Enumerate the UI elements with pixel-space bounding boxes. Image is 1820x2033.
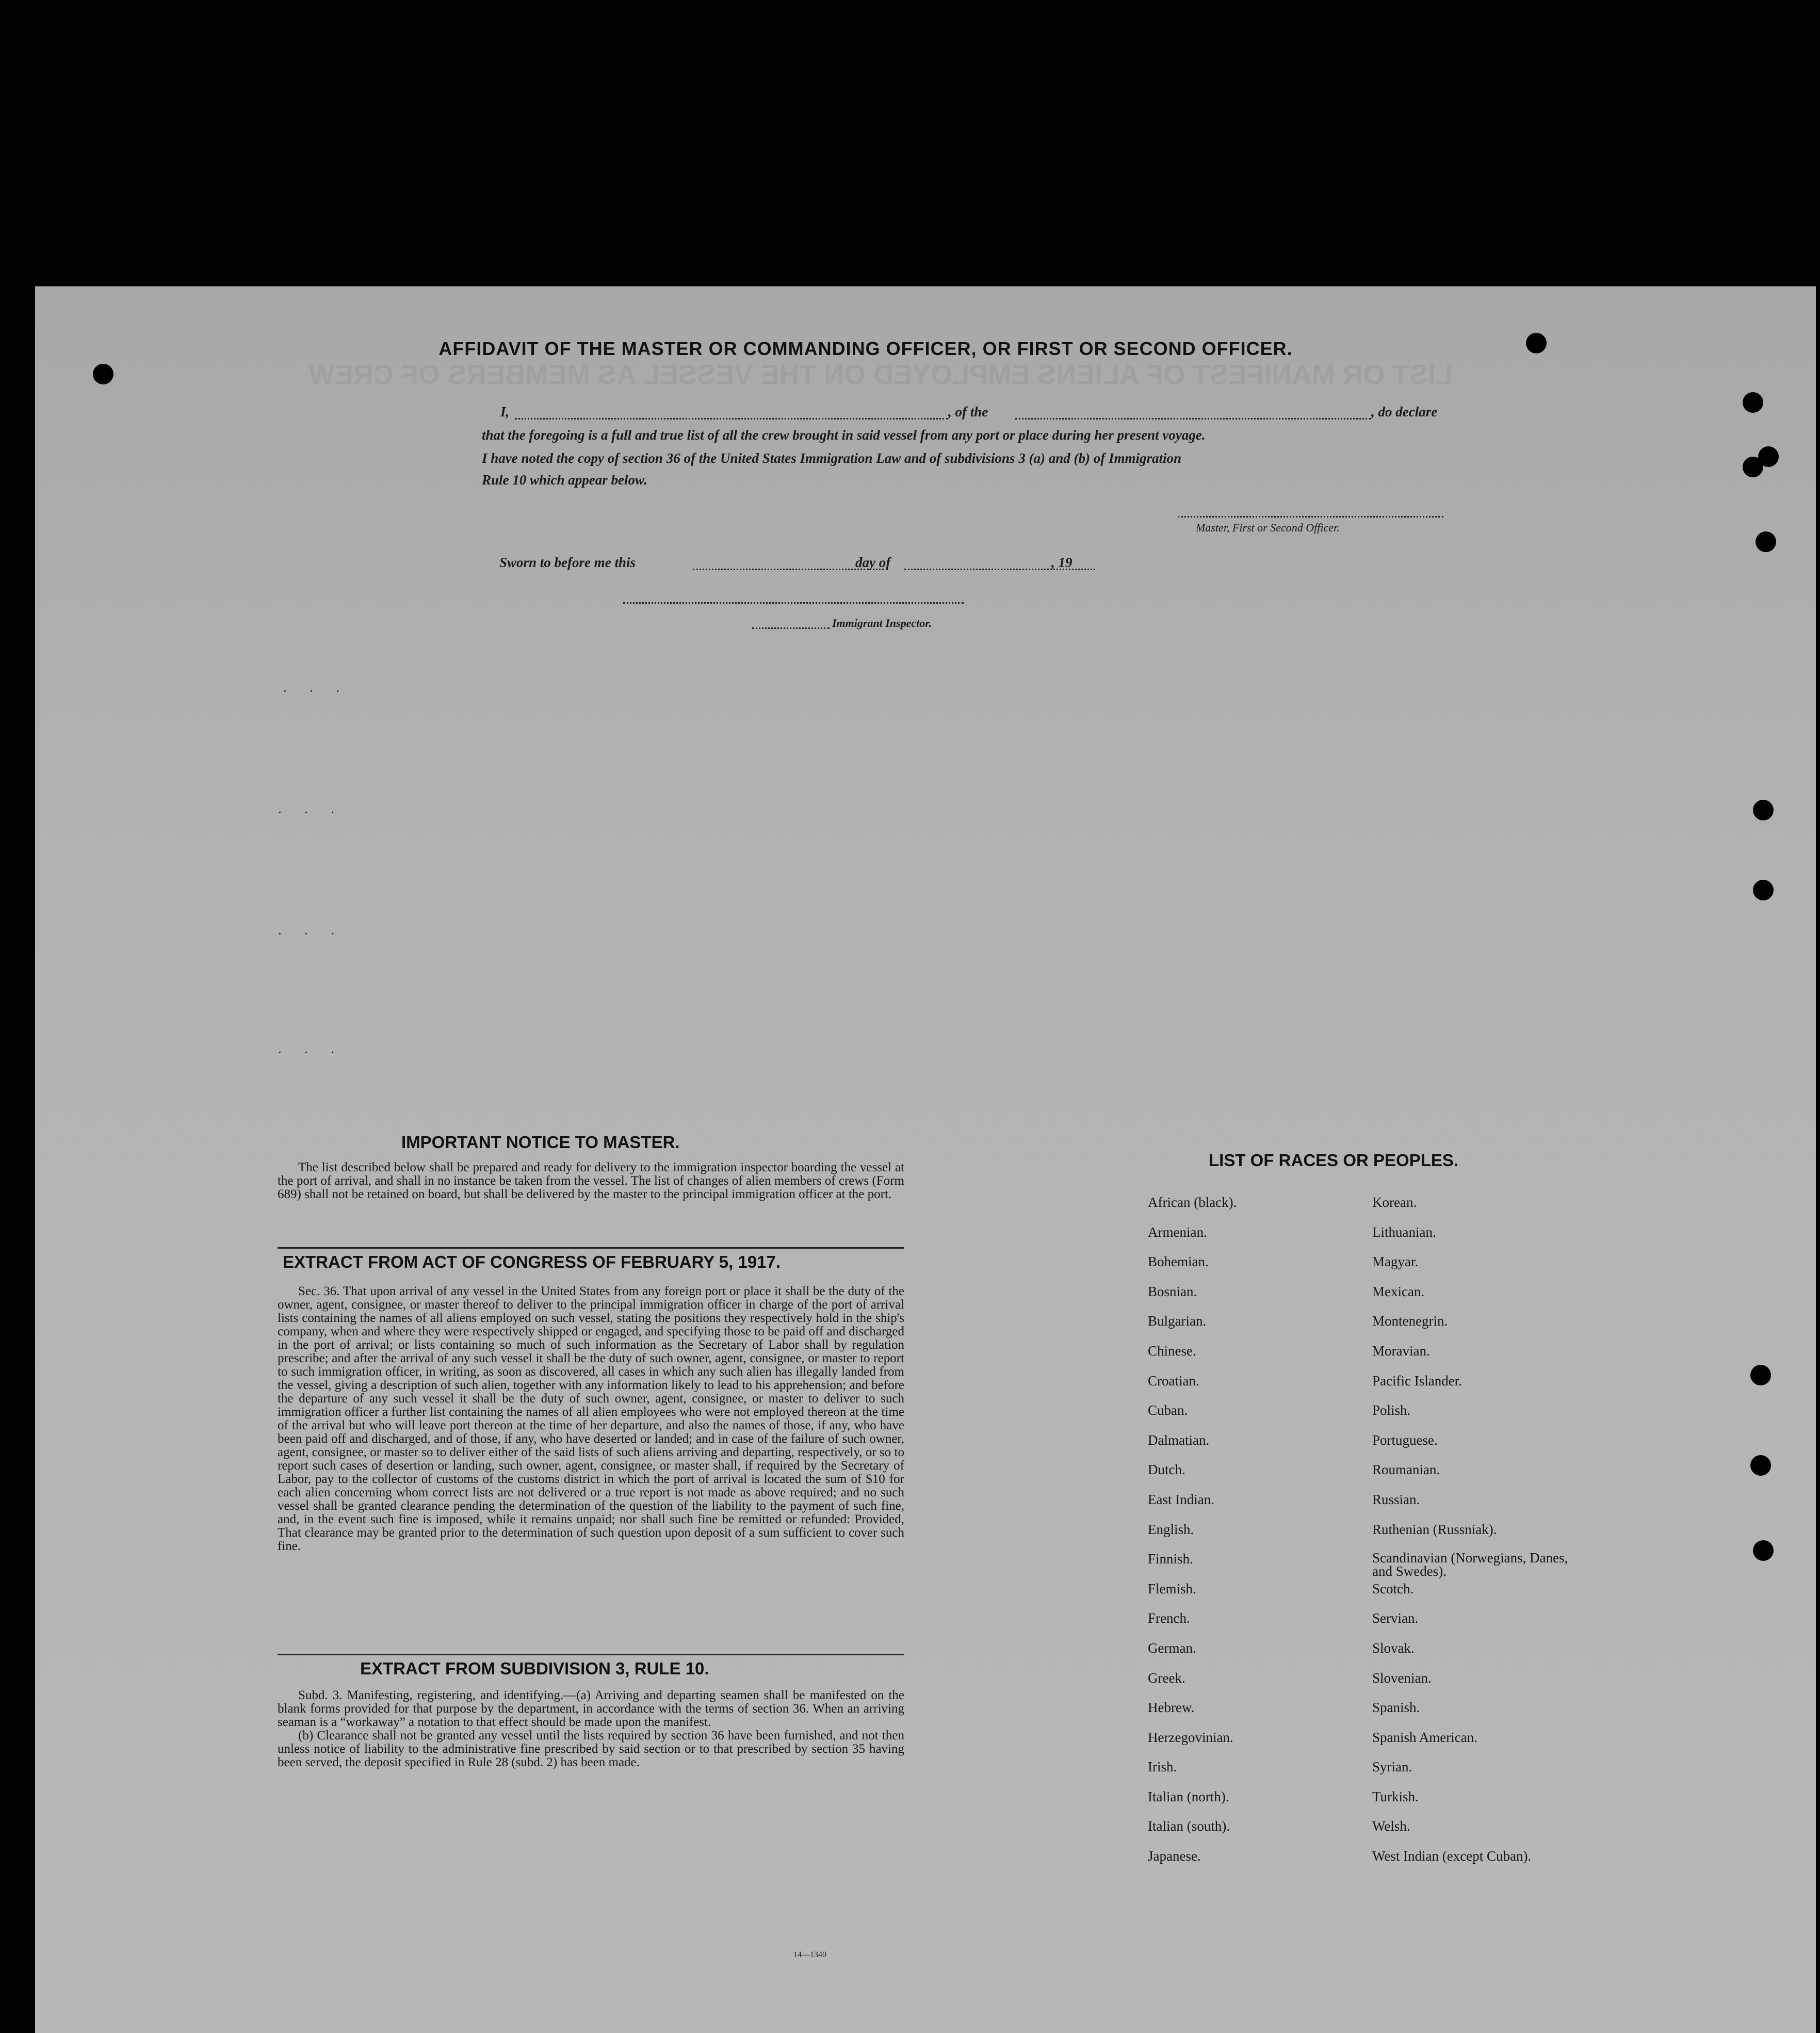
act-paragraph: Sec. 36. That upon arrival of any vessel in the United States from any foreign port or place it shall be the duty of the owner, agent, consignee, or master thereof to deliver to the principal immigration officer in charge of the port of arrival lists containing the names of all aliens employed on such vessel, stating the positions they respectively hold in the ship's company, when and where they were respectively shipped or engaged, and specifying those to be paid off and discharged in the port of arrival; or lists containing so much of such information as the Secretary of Labor shall by regulation prescribe; and after the arrival of any such vessel it shall be the duty of such owner, agent, consignee, or master to report to such immigration officer, in writing, as soon as discovered, all cases in which any such alien has illegally landed from the vessel, giving a description of such alien, together with any information likely to lead to his apprehension; and before the departure of any such vessel it shall be the duty of such owner, agent, consignee, or master to deliver to such immigration officer a further list containing the names of all alien employees who were not employed thereon at the time of the arrival but who will leave port thereon at the time of her departure, and also the names of those, if any, who have been paid off and discharged, and of those, if any, who have deserted or landed; and in case of the failure of such owner, agent, consignee, or master so to deliver either of the said lists of such aliens arriving and departing, respectively, or so to report such cases of desertion or landing, such owner, agent, consignee, or master shall, if required by the Secretary of Labor, pay to the collector of customs of the customs district in which the port of arrival is located the sum of $10 for each alien concerning whom correct lists are not delivered or a true report is not made as above required; and no such vessel shall be granted clearance pending the determination of the question of the liability to the payment of such fine, and, in the event such fine is imposed, while it remains unpaid; nor shall such fine be remitted or refunded: Provided, That clearance may be granted prior to the determination of such question upon deposit of a sum sufficient to cover such fine.	[278, 1284, 904, 1553]
race-item: Greek.	[1148, 1670, 1185, 1686]
race-item: Spanish American.	[1372, 1729, 1477, 1745]
race-item: French.	[1148, 1610, 1190, 1626]
race-item: Bulgarian.	[1148, 1313, 1207, 1329]
race-item: Syrian.	[1372, 1759, 1412, 1775]
race-item: Scandinavian (Norwegians, Danes, and Swedes).	[1372, 1550, 1568, 1579]
punch-hole	[1743, 392, 1763, 413]
bleed-dots: · · ·	[283, 684, 349, 699]
race-item: Dutch.	[1148, 1462, 1185, 1478]
race-item: Hebrew.	[1148, 1700, 1195, 1716]
race-item: Italian (north).	[1148, 1788, 1229, 1804]
race-item: Croatian.	[1148, 1373, 1199, 1389]
notice-rule	[278, 1247, 904, 1249]
races-right-column	[1372, 1195, 1589, 1878]
rule10-paragraph-b: (b) Clearance shall not be granted any vessel until the lists required by section 36 have been furnished, and not then unless notice of liability to the administrative fine prescribed by said section or to that prescribed by section 35 having been served, the deposit specified in Rule 28 (subd. 2) has been made.	[278, 1729, 904, 1769]
race-item: Polish.	[1372, 1402, 1411, 1418]
race-item: West Indian (except Cuban).	[1372, 1848, 1532, 1864]
race-item: Dalmatian.	[1148, 1432, 1210, 1448]
inspector-signature-line	[623, 602, 964, 604]
punch-hole	[93, 364, 113, 384]
punch-hole	[1758, 446, 1779, 467]
notice-text	[278, 1161, 904, 1201]
master-signature-line	[1178, 516, 1443, 518]
races-title: LIST OF RACES OR PEOPLES.	[1209, 1151, 1459, 1170]
affidavit-line2: that the foregoing is a full and true list of all the crew brought in said vessel from any port or place during her present voyage.	[482, 427, 1206, 443]
race-item: Korean.	[1372, 1195, 1417, 1210]
race-item: English.	[1148, 1521, 1194, 1537]
affidavit-line1-end: , do declare	[1371, 404, 1438, 419]
bleed-through-heading: LIST OR MANIFEST OF ALIENS EMPLOYED ON THE VESSEL AS MEMBERS OF CREW	[308, 359, 1453, 390]
inspector-caption-line	[752, 627, 830, 629]
race-item: Magyar.	[1372, 1254, 1419, 1270]
document-page	[35, 286, 1816, 2033]
sworn-text: Sworn to before me this	[499, 555, 636, 570]
master-caption: Master, First or Second Officer.	[1196, 521, 1340, 534]
race-item: Montenegrin.	[1372, 1313, 1448, 1329]
race-item: Scotch.	[1372, 1580, 1414, 1596]
race-item: Chinese.	[1148, 1343, 1196, 1359]
punch-hole	[1753, 1540, 1774, 1561]
race-item: Pacific Islander.	[1372, 1373, 1462, 1389]
notice-title: IMPORTANT NOTICE TO MASTER.	[401, 1133, 680, 1152]
race-item: Finnish.	[1148, 1551, 1193, 1567]
races-left-column	[1148, 1195, 1237, 1878]
rule10-text	[278, 1689, 904, 1769]
race-item: Flemish.	[1148, 1580, 1196, 1596]
affidavit-line1-start: I,	[500, 404, 510, 419]
sworn-day-of: day of	[855, 555, 891, 570]
affidavit-line1-mid: , of the	[948, 404, 988, 419]
race-item: Slovak.	[1372, 1640, 1415, 1656]
race-item: Welsh.	[1372, 1818, 1410, 1834]
act-title: EXTRACT FROM ACT OF CONGRESS OF FEBRUARY 5, 1917.	[283, 1252, 781, 1271]
punch-hole	[1526, 333, 1547, 353]
name-blank	[515, 418, 948, 419]
race-item: Roumanian.	[1372, 1462, 1440, 1478]
notice-paragraph: The list described below shall be prepared and ready for delivery to the immigration inspector boarding the vessel at the port of arrival, and shall in no instance be taken from the vessel. The list of changes of alien members of crews (Form 689) shall not be retained on board, but shall be delivered by the master to the principal immigration officer at the port.	[278, 1160, 904, 1201]
race-item: Cuban.	[1148, 1402, 1188, 1418]
race-item: German.	[1148, 1640, 1196, 1656]
race-item: East Indian.	[1148, 1491, 1214, 1507]
punch-hole	[1753, 880, 1774, 900]
race-item: Russian.	[1372, 1491, 1420, 1507]
race-item: Herzegovinian.	[1148, 1729, 1233, 1745]
bleed-dots: · · ·	[278, 1045, 344, 1060]
punch-hole	[1750, 1455, 1771, 1476]
punch-hole	[1753, 800, 1774, 820]
inspector-caption: Immigrant Inspector.	[832, 617, 932, 630]
act-rule	[278, 1654, 904, 1655]
rule10-paragraph-a: Subd. 3. Manifesting, registering, and identifying.—(a) Arriving and departing seamen shall be manifested on the blank forms provided for that purpose by the department, in accordance with the terms of section 36. When an arriving seaman is a “workaway” a notation to that effect should be made upon the manifest.	[278, 1688, 904, 1729]
race-item: Armenian.	[1148, 1224, 1207, 1240]
rule10-title: EXTRACT FROM SUBDIVISION 3, RULE 10.	[360, 1659, 709, 1678]
act-text	[278, 1285, 904, 1553]
bleed-dots: · · ·	[278, 926, 344, 941]
race-item: Spanish.	[1372, 1700, 1420, 1716]
punch-hole	[1750, 1365, 1771, 1385]
race-item: Irish.	[1148, 1759, 1177, 1775]
punch-hole	[1756, 531, 1776, 552]
form-number: 14—1340	[793, 1950, 826, 1959]
race-item: Ruthenian (Russniak).	[1372, 1521, 1497, 1537]
race-item: Bohemian.	[1148, 1254, 1209, 1270]
race-item: Turkish.	[1372, 1788, 1419, 1804]
race-item: Portuguese.	[1372, 1432, 1438, 1448]
race-item: Mexican.	[1372, 1283, 1425, 1299]
race-item: Japanese.	[1148, 1848, 1201, 1864]
affidavit-title: AFFIDAVIT OF THE MASTER OR COMMANDING OFFICER, OR FIRST OR SECOND OFFICER.	[438, 338, 1293, 359]
bleed-dots: · · ·	[278, 805, 344, 820]
race-item: Slovenian.	[1372, 1670, 1432, 1686]
race-item: Lithuanian.	[1372, 1224, 1436, 1240]
race-item: Servian.	[1372, 1610, 1419, 1626]
race-item: African (black).	[1148, 1195, 1237, 1210]
race-item: Moravian.	[1372, 1343, 1430, 1359]
vessel-blank	[1015, 418, 1371, 419]
race-item: Bosnian.	[1148, 1283, 1197, 1299]
race-item: Italian (south).	[1148, 1818, 1230, 1834]
affidavit-line3: I have noted the copy of section 36 of the United States Immigration Law and of subdivisions 3 (a) and (b) of Immigration	[482, 450, 1182, 466]
affidavit-line4: Rule 10 which appear below.	[482, 472, 647, 488]
sworn-year: , 19	[1051, 555, 1072, 570]
